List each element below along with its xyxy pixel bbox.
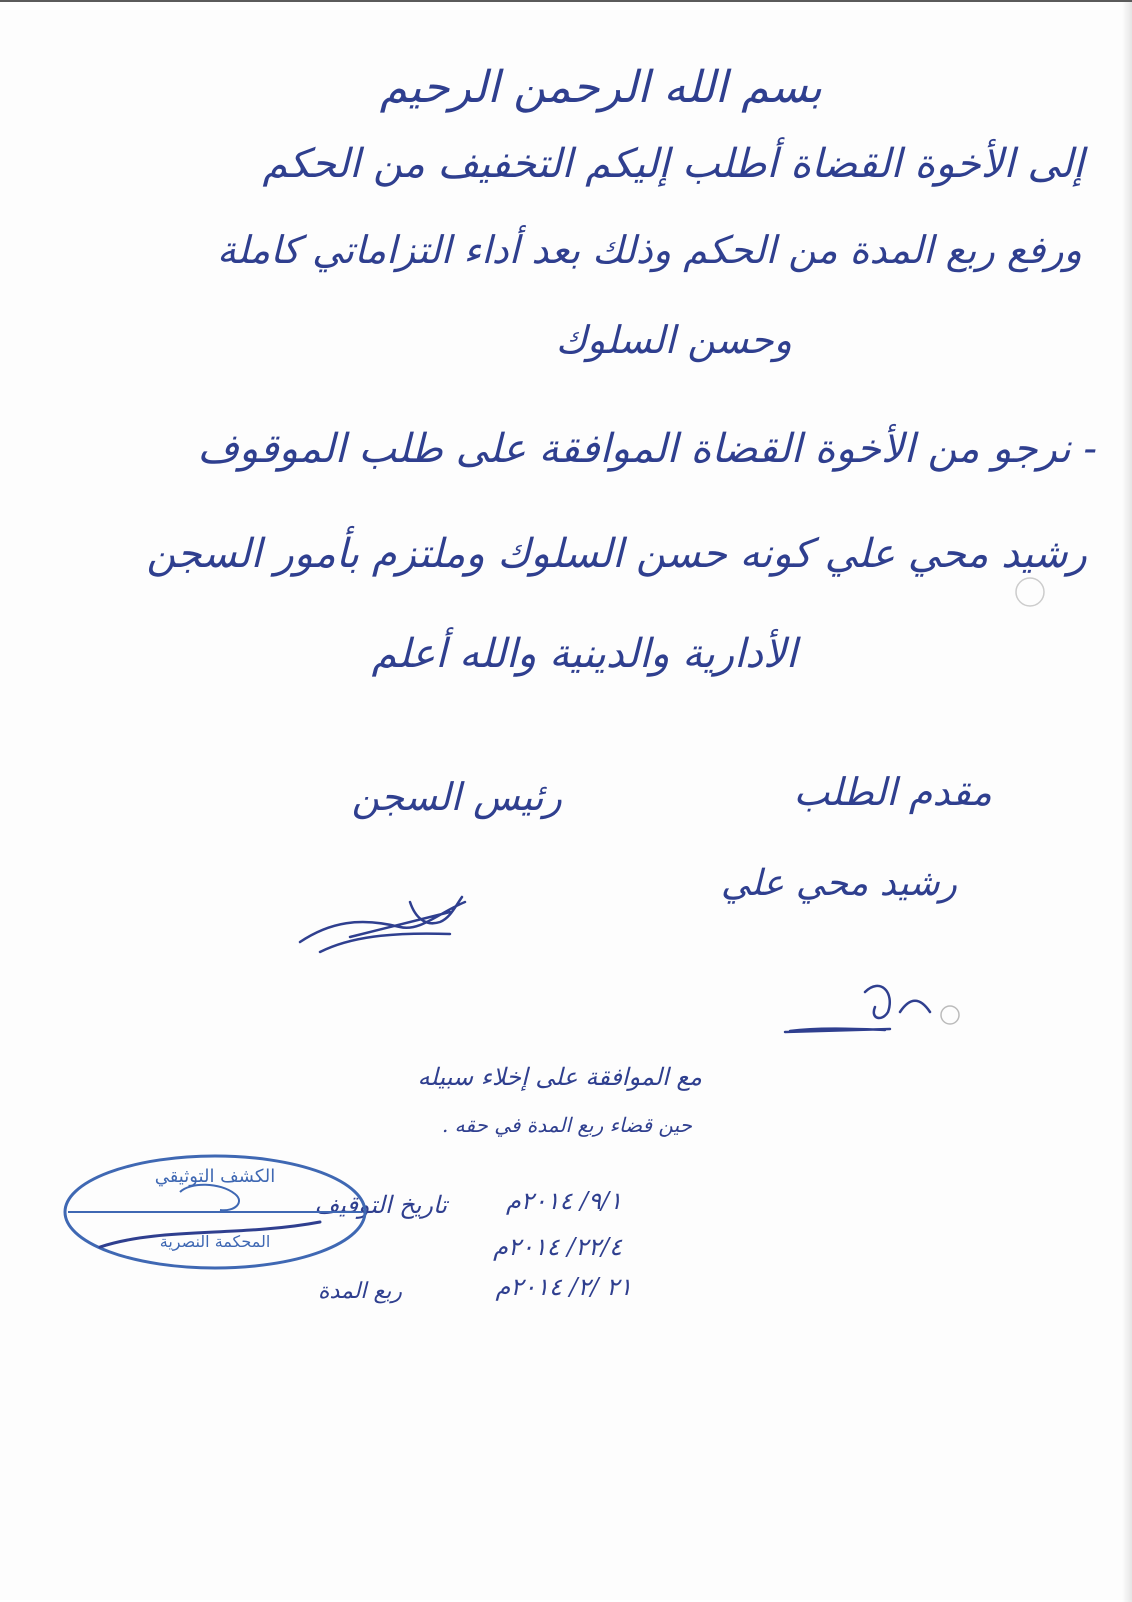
basmala-heading: بسم الله الرحمن الرحيم [379,62,822,113]
applicant-title: مقدم الطلب [793,770,992,814]
letter-line-1: إلى الأخوة القضاة أطلب إليكم التخفيف من الحكم [262,141,1084,187]
arrest-date-label: تاريخ التوقيف [314,1191,447,1219]
quarter-term-label: ربع المدة [317,1279,402,1304]
scan-edge-shadow [1122,2,1132,1602]
arrest-date-value: ٩/١/ ٢٠١٤م [505,1187,622,1215]
applicant-signature [770,957,970,1047]
stamp-text-group [60,1152,370,1272]
approval-line-1: مع الموافقة على إخلاء سبيله [417,1063,702,1091]
approval-line-2: حين قضاء ربع المدة في حقه . [441,1113,692,1137]
applicant-name: رشيد محي علي [720,863,957,904]
stamp-top-text: الكشف التوثيقي [154,1166,276,1187]
prison-head-signature [290,882,490,962]
letter-line-4: - نرجو من الأخوة القضاة الموافقة على طلب الموقوف [197,426,1097,472]
second-date-value: ٢٢/٤/ ٢٠١٤م [493,1233,622,1261]
letter-line-2: ورفع ربع المدة من الحكم وذلك بعد أداء التزاماتي كاملة [216,228,1082,272]
stamp-bottom-text: المحكمة النصرية [159,1232,271,1251]
prison-head-title: رئيس السجن [351,775,562,819]
letter-line-6: الأدارية والدينية والله أعلم [371,631,797,677]
quarter-term-date: ٢١ /٢/ ٢٠١٤م [495,1273,632,1301]
letter-line-5: رشيد محي علي كونه حسن السلوك وملتزم بأمور السجن [146,531,1087,577]
punch-hole-mark [1010,572,1050,612]
letter-line-3: وحسن السلوك [555,318,792,362]
